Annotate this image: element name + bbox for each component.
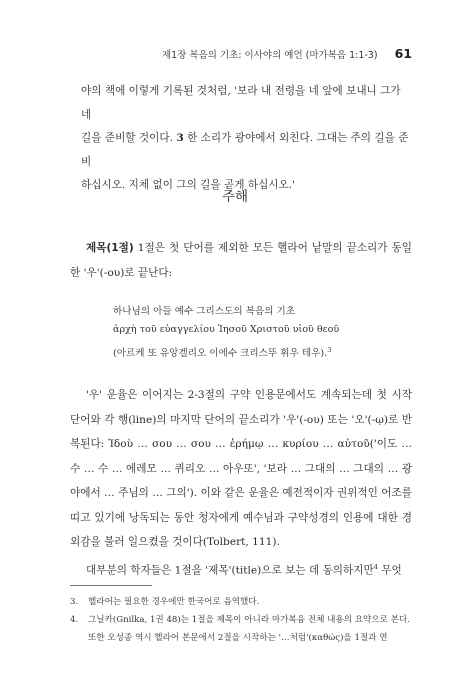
- citation-translit-text: (아르케 또 유앙겔리오 이에수 크리스뚜 휘우 테우).: [113, 348, 328, 359]
- footnote-item: [70, 593, 412, 611]
- paragraph-1-text: 1절은 첫 단어를 제외한 모든 헬라어 낱말의 끝소리가 동일한 '우'(-ου)로 끝난다:: [70, 242, 412, 279]
- paragraph-3-tail: 무엇: [377, 564, 402, 577]
- verse-number: 3: [176, 132, 184, 144]
- footnote-number: 3.: [70, 597, 79, 607]
- quote-line-2-post: 한 소리가 광야에서 외친다. 그대는 주의 길을 준비: [81, 132, 409, 168]
- running-title: 제1장 복음의 기초: 이사야의 예언 (마가복음 1:1-3): [162, 50, 378, 61]
- running-header: [162, 46, 412, 61]
- section-heading: 주해: [221, 189, 249, 205]
- paragraph-3-text: 대부분의 학자들은 1절을 '제목'(title)으로 보는 데 동의하지만: [86, 564, 374, 577]
- citation-translit: [113, 345, 413, 359]
- footnote-number: 4.: [70, 615, 79, 625]
- paragraph-lead: 제목(1절): [86, 242, 134, 254]
- footnote-text: 헬라어는 필요한 경우에만 한국어로 음역했다.: [88, 597, 260, 607]
- citation-korean: 하나님의 아들 예수 그리스도의 복음의 기초: [113, 306, 296, 317]
- page-number: 61: [394, 46, 412, 61]
- footnote-item: [70, 611, 412, 647]
- footnote-divider: [70, 585, 152, 586]
- paragraph-1: [70, 236, 412, 285]
- footnote-ref-3[interactable]: 3: [327, 345, 332, 354]
- footnote-ref-4[interactable]: 4: [373, 562, 378, 571]
- quote-line-2-pre: 길을 준비할 것이다.: [81, 132, 177, 144]
- quote-line-3: 하십시오. 지체 없이 그의 길을 곧게 하십시오.': [81, 179, 296, 191]
- quote-line-2: [81, 127, 411, 174]
- footnote-text: 그닐카(Gnilka, 1권 48)는 1절을 제목이 아니라 마가복음 전체 내용의 요약으로 본다. 또한 오성종 역시 헬라어 본문에서 2절을 시작하는 '…처럼'(καθώς)을 1절과 연: [88, 615, 411, 643]
- paragraph-2-text: '우' 운율은 이어지는 2-3절의 구약 인용문에서도 계속되는데 첫 시작 단어와 각 행(line)의 마지막 단어의 끝소리가 '우'(-ου) 또는 '오'(-ῳ)로 반복된다: Ἰδοὺ … σου … σου … ἐρήμῳ … κυρίου … αὐτοῦ('이도 … 수 … 수 … 에레모 … 퀴리오 … 아우또', '보라 … 그대의 … 그대의 … 광야에서 … 주님의 … 그의'). 이와 같은 운율은 예전적이자 권위적인 어조를 띠고 있기에 낭독되는 동안 청자에게 예수님과 구약성경의 인용에 대한 경외감을 불러 일으켰을 것이다(Tolbert, 111).: [70, 389, 412, 548]
- paragraph-2: [70, 383, 412, 583]
- citation-greek: ἀρχὴ τοῦ εὐαγγελίου Ἰησοῦ Χριστοῦ υἱοῦ θεοῦ: [113, 324, 340, 335]
- footnotes: [70, 593, 412, 647]
- paragraph-3: [70, 555, 412, 583]
- scripture-quote: [81, 80, 411, 198]
- quote-line-1: 야의 책에 이렇게 기록된 것처럼, '보라 내 전령을 네 앞에 보내니 그가 네: [81, 85, 401, 121]
